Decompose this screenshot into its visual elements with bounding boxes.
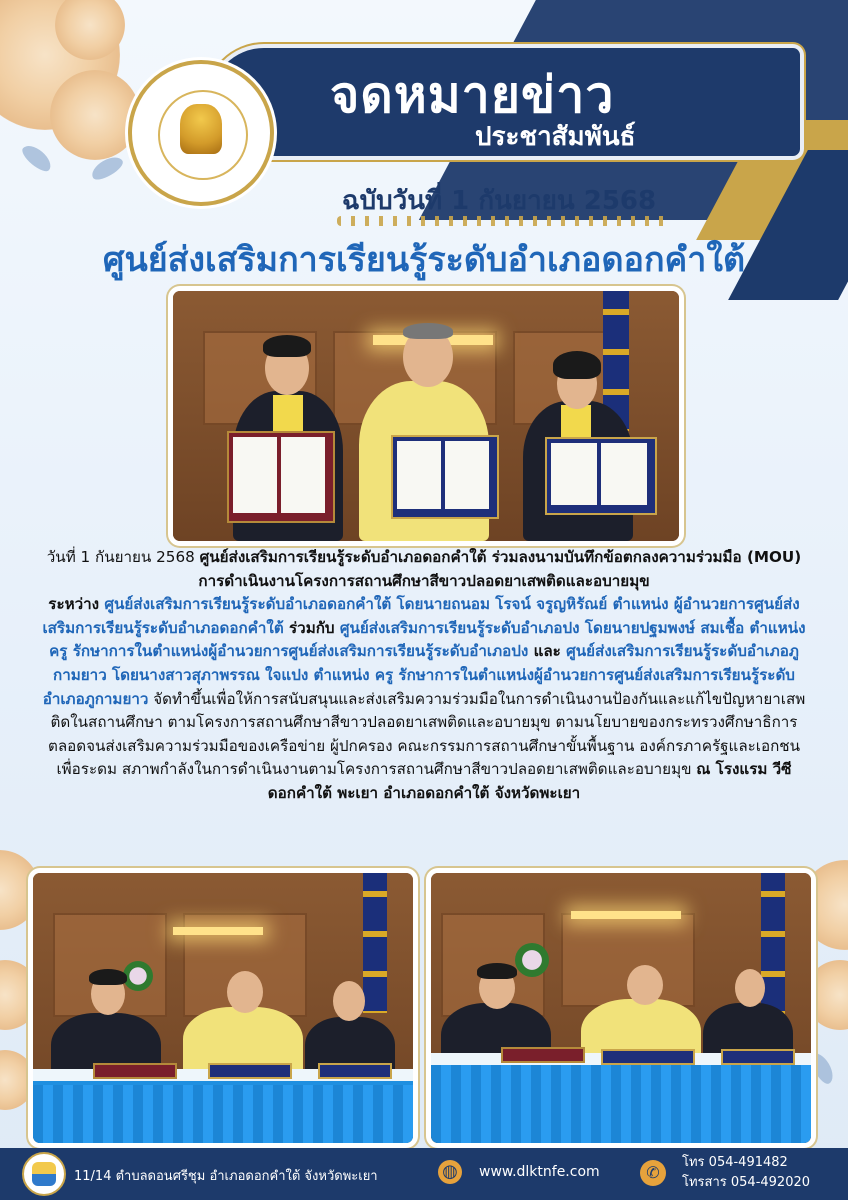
body-mou-statement: ศูนย์ส่งเสริมการเรียนรู้ระดับอำเภอดอกคำใต้ ร่วมลงนามบันทึกข้อตกลงความร่วมมือ (MOU) การดำเนินงานโครงการสถานศึกษาสีขาวปลอดยาเสพติดและอบายมุข [198,548,802,590]
footer-tel: โทร 054-491482 [682,1155,788,1170]
issue-date: ฉบับวันที่ 1 กันยายน 2568 [341,186,657,216]
body-venue: ณ โรงแรม วีซี ดอกคำใต้ พะเยา อำเภอดอกคำใต้ จังหวัดพะเยา [267,760,792,802]
footer-contact [682,1153,810,1193]
article-body [40,546,808,806]
body-date: วันที่ 1 กันยายน 2568 [46,548,200,566]
body-between: ระหว่าง [48,595,105,614]
decor-divider [337,216,667,226]
body-and: และ [528,642,567,661]
footer-website-link[interactable]: www.dlktnfe.com [479,1164,600,1180]
leaf-decoration [19,141,55,175]
center-name-heading: ศูนย์ส่งเสริมการเรียนรู้ระดับอำเภอดอกคำใต้ [102,240,746,280]
body-purpose: จัดทำขึ้นเพื่อให้การสนับสนุนและส่งเสริมความร่วมมือในการดำเนินงานป้องกันและแก้ไขปัญหายาเสพติดในสถานศึกษา ตามโครงการสถานศึกษาสีขาวปลอดยาเสพติดและอบายมุข ตามนโยบายของกระทรวงศึกษาธิการ ตลอดจนส่งเสริมความร่วมมือของเครือข่าย ผู้ปกครอง คณะกรรมการสถานศึกษาขั้นพื้นฐาน องค์กรภาครัฐและเอกชน เพื่อระดม สภาพกำลังในการดำเนินงานตามโครงการสถานศึกษาสีขาวปลอดยาเสพติดและอบายมุข [48,689,806,779]
signing-photo-2 [426,868,816,1148]
globe-icon: ◍ [438,1160,462,1184]
body-with: ร่วมกับ [283,618,340,637]
footer-logo [22,1152,66,1196]
body-party-2: ศูนย์ส่งเสริมการเรียนรู้ระดับอำเภอปง โดยนายปฐมพงษ์ สมเชื้อ ตำแหน่ง ครู รักษาการในตำแหน่งผู้อำนวยการศูนย์ส่งเสริมการเรียนรู้ระดับอำเภอปง [49,618,806,661]
footer-address: 11/14 ตำบลดอนศรีชุม อำเภอดอกคำใต้ จังหวัดพะเยา [74,1169,378,1184]
phone-icon: ✆ [640,1160,666,1186]
flower-decoration [50,70,140,160]
emblem-icon [180,104,222,154]
page-title: จดหมายข่าว [330,66,615,124]
footer-fax: โทรสาร 054-492020 [682,1175,811,1190]
body-party-1: ศูนย์ส่งเสริมการเรียนรู้ระดับอำเภอดอกคำใต้ โดยนายถนอม โรจน์ จรูญหิรัณย์ ตำแหน่ง ผู้อำนวยการศูนย์ส่งเสริมการเรียนรู้ระดับอำเภอดอกคำใต้ [42,595,800,637]
main-photo [168,286,684,546]
body-party-3: ศูนย์ส่งเสริมการเรียนรู้ระดับอำเภอภูกามยาว โดยนางสาวสุภาพรรณ ใจแปง ตำแหน่ง ครู รักษาการในตำแหน่งผู้อำนวยการศูนย์ส่งเสริมการเรียนรู้ระดับอำเภอภูกามยาว [42,642,799,708]
page-subtitle: ประชาสัมพันธ์ [475,122,636,152]
signing-photo-1 [28,868,418,1148]
